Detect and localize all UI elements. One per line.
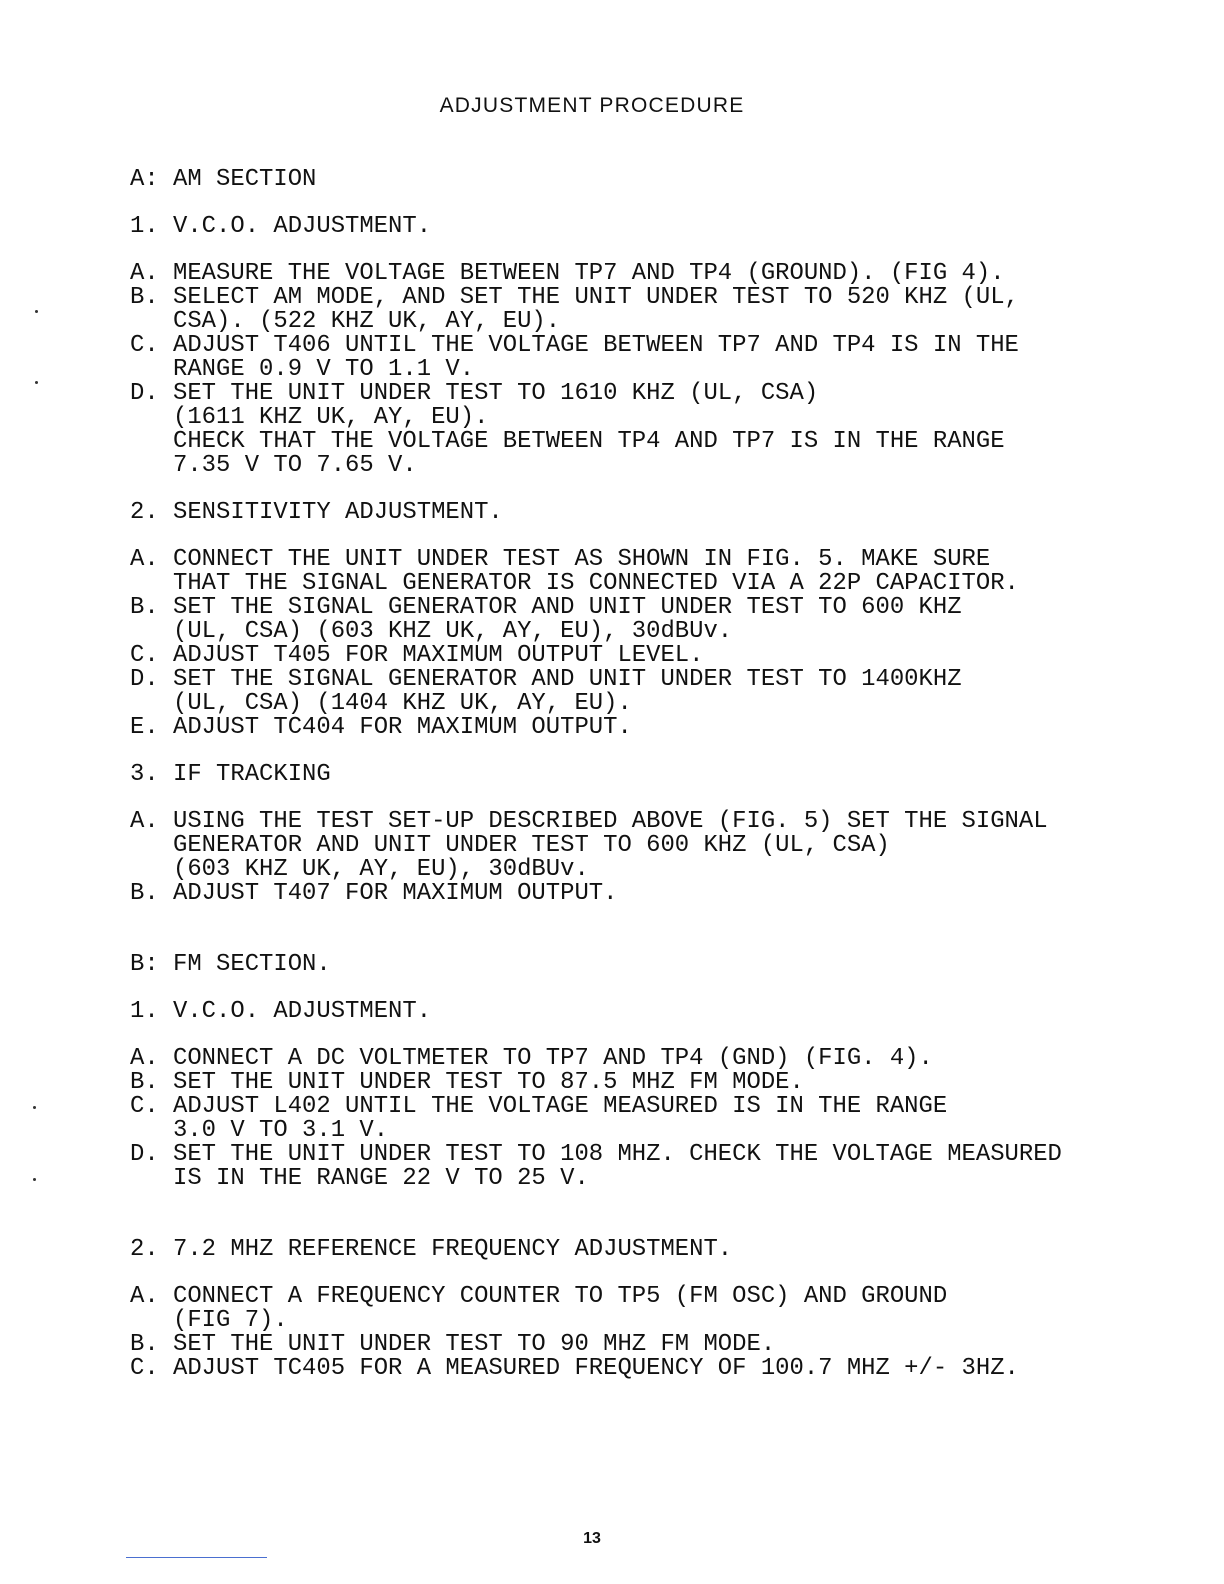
text-line: RANGE 0.9 V TO 1.1 V. — [130, 356, 475, 383]
text-line: CHECK THAT THE VOLTAGE BETWEEN TP4 AND TP7 IS IN THE RANGE — [130, 428, 1005, 455]
page-title: ADJUSTMENT PROCEDURE — [439, 94, 745, 117]
step-heading: 3. IF TRACKING — [130, 761, 331, 788]
text-line: (FIG 7). — [130, 1307, 288, 1334]
text-line: A. CONNECT THE UNIT UNDER TEST AS SHOWN IN FIG. 5. MAKE SURE — [130, 546, 991, 573]
text-line: B. SET THE SIGNAL GENERATOR AND UNIT UNDER TEST TO 600 KHZ — [130, 594, 962, 621]
text-line: D. SET THE UNIT UNDER TEST TO 108 MHZ. CHECK THE VOLTAGE MEASURED — [130, 1141, 1062, 1168]
section-heading-am: A: AM SECTION — [130, 166, 317, 193]
page-number: 13 — [583, 1530, 601, 1547]
text-line: A. MEASURE THE VOLTAGE BETWEEN TP7 AND TP4 (GROUND). (FIG 4). — [130, 260, 1005, 287]
text-line: 3.0 V TO 3.1 V. — [130, 1117, 389, 1144]
text-line: (UL, CSA) (603 KHZ UK, AY, EU), 30dBUv. — [130, 618, 733, 645]
text-line: (603 KHZ UK, AY, EU), 30dBUv. — [130, 856, 589, 883]
text-line: D. SET THE SIGNAL GENERATOR AND UNIT UNDER TEST TO 1400KHZ — [130, 666, 962, 693]
text-line: C. ADJUST T406 UNTIL THE VOLTAGE BETWEEN TP7 AND TP4 IS IN THE — [130, 332, 1019, 359]
step-heading: 2. 7.2 MHZ REFERENCE FREQUENCY ADJUSTMENT. — [130, 1236, 733, 1263]
text-line: B. SELECT AM MODE, AND SET THE UNIT UNDER TEST TO 520 KHZ (UL, — [130, 284, 1019, 311]
text-line: (UL, CSA) (1404 KHZ UK, AY, EU). — [130, 690, 632, 717]
text-line: CSA). (522 KHZ UK, AY, EU). — [130, 308, 561, 335]
section-heading-fm: B: FM SECTION. — [130, 951, 331, 978]
footer-rule — [126, 1557, 267, 1558]
step-heading: 2. SENSITIVITY ADJUSTMENT. — [130, 499, 503, 526]
step-heading: 1. V.C.O. ADJUSTMENT. — [130, 213, 432, 240]
text-line: D. SET THE UNIT UNDER TEST TO 1610 KHZ (UL, CSA) — [130, 380, 819, 407]
text-line: (1611 KHZ UK, AY, EU). — [130, 404, 489, 431]
scan-speck — [33, 1178, 36, 1181]
scan-speck — [35, 381, 38, 384]
text-line: B. ADJUST T407 FOR MAXIMUM OUTPUT. — [130, 880, 618, 907]
step-heading: 1. V.C.O. ADJUSTMENT. — [130, 998, 432, 1025]
text-line: A. USING THE TEST SET-UP DESCRIBED ABOVE (FIG. 5) SET THE SIGNAL — [130, 808, 1048, 835]
text-line: E. ADJUST TC404 FOR MAXIMUM OUTPUT. — [130, 714, 632, 741]
scan-speck — [33, 1106, 36, 1109]
scan-speck — [35, 310, 38, 313]
text-line: C. ADJUST L402 UNTIL THE VOLTAGE MEASURED IS IN THE RANGE — [130, 1093, 948, 1120]
text-line: IS IN THE RANGE 22 V TO 25 V. — [130, 1165, 589, 1192]
text-line: C. ADJUST TC405 FOR A MEASURED FREQUENCY OF 100.7 MHZ +/- 3HZ. — [130, 1355, 1019, 1382]
text-line: C. ADJUST T405 FOR MAXIMUM OUTPUT LEVEL. — [130, 642, 704, 669]
text-line: GENERATOR AND UNIT UNDER TEST TO 600 KHZ (UL, CSA) — [130, 832, 890, 859]
text-line: THAT THE SIGNAL GENERATOR IS CONNECTED VIA A 22P CAPACITOR. — [130, 570, 1019, 597]
text-line: A. CONNECT A DC VOLTMETER TO TP7 AND TP4 (GND) (FIG. 4). — [130, 1045, 933, 1072]
text-line: B. SET THE UNIT UNDER TEST TO 90 MHZ FM MODE. — [130, 1331, 776, 1358]
text-line: 7.35 V TO 7.65 V. — [130, 452, 417, 479]
text-line: A. CONNECT A FREQUENCY COUNTER TO TP5 (FM OSC) AND GROUND — [130, 1283, 948, 1310]
text-line: B. SET THE UNIT UNDER TEST TO 87.5 MHZ FM MODE. — [130, 1069, 804, 1096]
